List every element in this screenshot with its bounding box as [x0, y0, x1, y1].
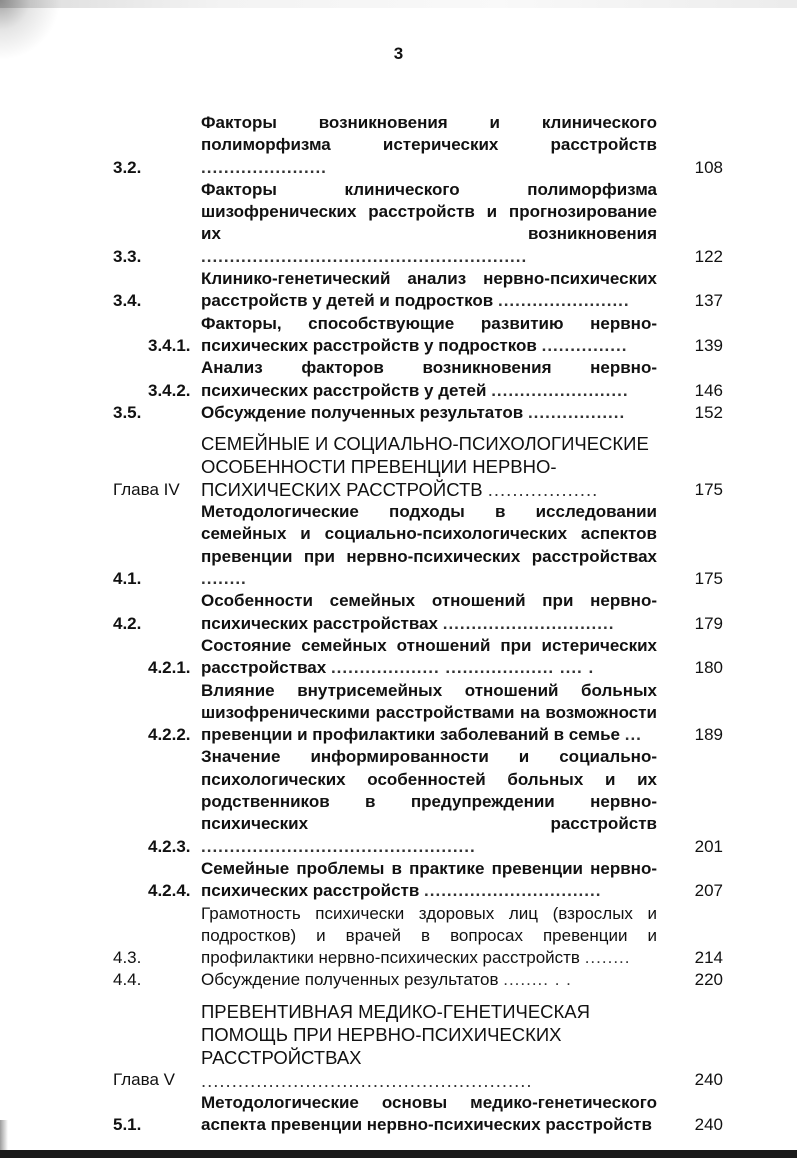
- toc-entry-3-3[interactable]: [113, 179, 723, 268]
- toc-entry-3-5[interactable]: [113, 402, 723, 424]
- toc-entry-number: 4.4.: [113, 970, 142, 990]
- toc-entry-title: Факторы, способствующие развитию нервно-психических расстройств у подростков: [201, 313, 657, 355]
- toc-entry-page: 175: [694, 479, 723, 499]
- toc-entry-page: 175: [694, 569, 723, 589]
- toc-entry-page: 137: [694, 291, 723, 311]
- toc-entry-page: 146: [694, 380, 723, 400]
- toc-entry-3-2[interactable]: [113, 112, 723, 179]
- toc-entry-title: Анализ факторов возникновения нервно-психических расстройств у детей: [201, 358, 657, 400]
- toc-entry-body: [201, 680, 657, 747]
- toc-chapter-number: Глава IV: [113, 479, 180, 499]
- toc-entry-title: Особенности семейных отношений при нервно-психических расстройствах: [201, 591, 657, 633]
- toc-entry-body: [201, 969, 657, 991]
- toc-entry-number: 4.2.: [113, 613, 142, 633]
- toc-entry-body: [201, 903, 657, 970]
- toc-entry-body: [201, 357, 657, 402]
- toc-entry-page: 214: [694, 948, 723, 968]
- toc-entry-page: 240: [694, 1114, 723, 1134]
- toc-entry-page: 180: [694, 658, 723, 678]
- toc-entry-5-1[interactable]: [113, 1092, 723, 1137]
- toc-entry-page: 152: [694, 402, 723, 422]
- toc-entry-number: 3.3.: [113, 246, 142, 266]
- toc-entry-4-2-2[interactable]: [113, 680, 723, 747]
- toc-entry-4-3[interactable]: [113, 903, 723, 970]
- toc-entry-3-4-1[interactable]: [113, 313, 723, 358]
- toc-entry-body: [201, 179, 657, 268]
- toc-leader-dots: ................... ................... .... .: [330, 658, 595, 678]
- toc-entry-body: [201, 112, 657, 179]
- toc-entry-body: [201, 268, 657, 313]
- toc-entry-body: [201, 858, 657, 903]
- toc-entry-3-4-2[interactable]: [113, 357, 723, 402]
- toc-entry-page: 189: [694, 725, 723, 745]
- toc-entry-4-2[interactable]: [113, 590, 723, 635]
- toc-entry-number: 3.5.: [113, 402, 142, 422]
- toc-entry-body: [201, 313, 657, 358]
- toc-entry-title: Методологические основы медико-генетического аспекта превенции нервно-психических расстройств: [201, 1092, 657, 1134]
- toc-entry-body: [201, 501, 657, 590]
- table-of-contents: [113, 112, 723, 1136]
- toc-leader-dots: ......................................................: [201, 1069, 533, 1091]
- toc-leader-dots: ........................: [491, 380, 629, 400]
- scan-edge-bottom: [0, 1150, 797, 1158]
- toc-entry-number: 4.1.: [113, 569, 142, 589]
- toc-leader-dots: ..................: [487, 479, 599, 501]
- toc-entry-number: 3.4.1.: [148, 335, 191, 355]
- toc-leader-dots: .........................................................: [201, 246, 528, 266]
- toc-leader-dots: ...............: [541, 335, 628, 355]
- toc-entry-title: Методологические подходы в исследовании семейных и социально-психологических аспектов превенции при нервно-психических расстройствах: [201, 502, 657, 566]
- toc-entry-3-4[interactable]: [113, 268, 723, 313]
- toc-leader-dots: ........ . .: [503, 970, 572, 990]
- toc-chapter-number: Глава V: [113, 1070, 175, 1090]
- toc-entry-page: 201: [694, 836, 723, 856]
- toc-entry-page: 139: [694, 335, 723, 355]
- toc-entry-number: 4.2.4.: [148, 881, 191, 901]
- toc-entry-title: Факторы возникновения и клинического полиморфизма истерических расстройств: [201, 113, 657, 155]
- toc-leader-dots: .................: [527, 402, 626, 422]
- toc-leader-dots: ...: [624, 725, 642, 745]
- toc-chapter-title: СЕМЕЙНЫЕ И СОЦИАЛЬНО-ПСИХОЛОГИЧЕСКИЕ ОСОБЕННОСТИ ПРЕВЕНЦИИ НЕРВНО-ПСИХИЧЕСКИХ РАССТРОЙСТВ: [201, 433, 649, 501]
- toc-entry-title: Состояние семейных отношений при истерических расстройствах: [201, 635, 657, 678]
- toc-entry-4-1[interactable]: [113, 501, 723, 590]
- toc-leader-dots: .......................: [497, 291, 630, 311]
- toc-entry-page: 207: [694, 881, 723, 901]
- toc-entry-title: Обсуждение полученных результатов: [201, 970, 499, 990]
- toc-entry-title: Грамотность психически здоровых лиц (взрослых и подростков) и врачей в вопросах превенции и профилактики нервно-психических расстройств: [201, 903, 657, 968]
- toc-entry-number: 5.1.: [113, 1114, 142, 1134]
- scan-edge-top: [0, 0, 797, 8]
- toc-entry-4-2-3[interactable]: [113, 746, 723, 857]
- scan-edge-left: [0, 1120, 8, 1150]
- toc-leader-dots: ........: [584, 948, 631, 968]
- page-number: 3: [393, 44, 404, 63]
- toc-entry-body: [201, 1092, 657, 1137]
- toc-leader-dots: ......................: [201, 157, 327, 177]
- toc-entry-title: Влияние внутрисемейных отношений больных шизофреническими расстройствами на возможности превенции и профилактики заболеваний в семье: [201, 680, 657, 745]
- toc-leader-dots: ...............................: [424, 881, 602, 901]
- toc-entry-body: [201, 635, 657, 680]
- toc-leader-dots: ..............................: [442, 613, 615, 633]
- toc-entry-body: [201, 1000, 657, 1092]
- toc-entry-number: 3.4.: [113, 291, 142, 311]
- toc-entry-page: 179: [694, 613, 723, 633]
- toc-chapter-5[interactable]: [113, 1000, 723, 1092]
- toc-entry-title: Факторы клинического полиморфизма шизофренических расстройств и прогнозирование их возникновения: [201, 179, 657, 244]
- toc-entry-number: 4.2.1.: [148, 658, 191, 678]
- toc-entry-number: 3.2.: [113, 157, 142, 177]
- toc-chapter-title: ПРЕВЕНТИВНАЯ МЕДИКО-ГЕНЕТИЧЕСКАЯ ПОМОЩЬ ПРИ НЕРВНО-ПСИХИЧЕСКИХ РАССТРОЙСТВАХ: [201, 1000, 591, 1068]
- toc-entry-page: 122: [694, 246, 723, 266]
- toc-entry-title: Значение информированности и социально-психологических особенностей больных и их родственников в предупреждении нервно-психических расстройств: [201, 747, 657, 834]
- toc-entry-title: Клинико-генетический анализ нервно-психических расстройств у детей и подростков: [201, 269, 657, 311]
- toc-entry-page: 220: [694, 970, 723, 990]
- toc-entry-4-4[interactable]: [113, 969, 723, 991]
- toc-entry-body: [201, 746, 657, 857]
- toc-entry-page: 240: [694, 1070, 723, 1090]
- toc-entry-4-2-1[interactable]: [113, 635, 723, 680]
- toc-leader-dots: ................................................: [201, 836, 476, 856]
- toc-entry-title: Обсуждение полученных результатов: [201, 402, 524, 422]
- toc-entry-4-2-4[interactable]: [113, 858, 723, 903]
- toc-entry-title: Семейные проблемы в практике превенции нервно-психических расстройств: [201, 858, 657, 901]
- toc-entry-body: [201, 432, 657, 501]
- toc-chapter-4[interactable]: [113, 432, 723, 501]
- toc-entry-body: [201, 590, 657, 635]
- toc-entry-number: 4.3.: [113, 948, 142, 968]
- toc-entry-number: 3.4.2.: [148, 380, 191, 400]
- toc-leader-dots: ........: [201, 569, 247, 589]
- toc-entry-number: 4.2.3.: [148, 836, 191, 856]
- toc-entry-body: [201, 402, 657, 424]
- toc-entry-page: 108: [694, 157, 723, 177]
- toc-entry-number: 4.2.2.: [148, 725, 191, 745]
